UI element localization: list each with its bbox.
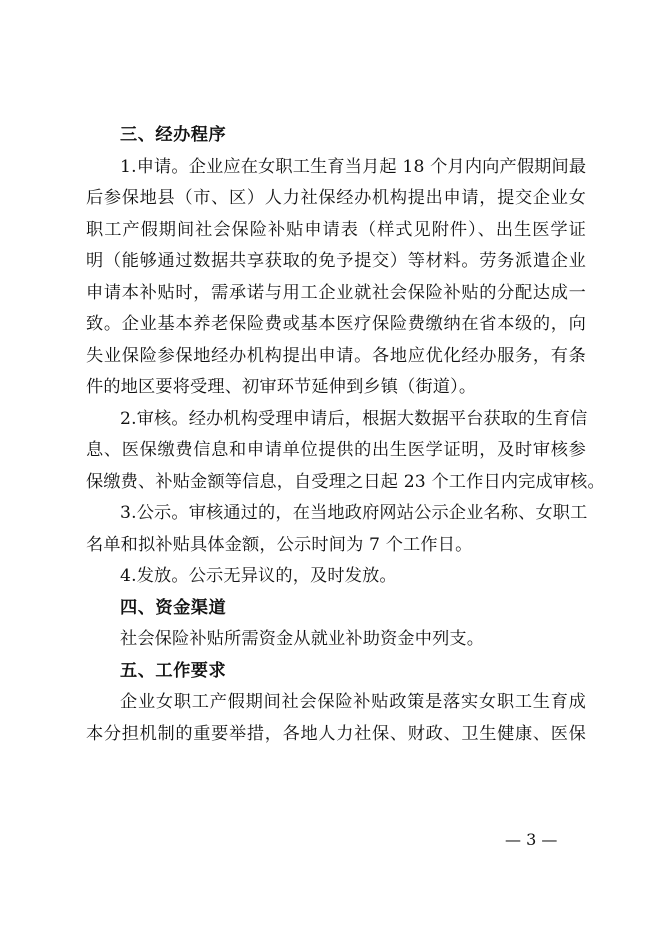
text-line: 1.申请。企业应在女职工生育当月起 18 个月内向产假期间最: [120, 156, 587, 177]
text-line: 件的地区要将受理、初审环节延伸到乡镇（街道）。: [86, 377, 477, 397]
paragraph-publicity: [86, 498, 586, 561]
text-line: 申请本补贴时，需承诺与用工企业就社会保险补贴的分配达成一: [86, 282, 586, 303]
paragraph-funding: [86, 624, 586, 656]
text-line: 4.发放。公示无异议的，及时发放。: [120, 566, 397, 586]
text-line: 社会保险补贴所需资金从就业补助资金中列支。: [120, 629, 485, 649]
paragraph-review: [86, 404, 605, 499]
page-number: — 3 —: [505, 830, 558, 849]
section-heading-requirements: 五、工作要求: [120, 660, 227, 681]
text-line: 2.审核。经办机构受理申请后，根据大数据平台获取的生育信: [120, 408, 588, 429]
paragraph-payment: [86, 561, 586, 593]
text-line: 明（能够通过数据共享获取的免予提交）等材料。劳务派遣企业: [86, 251, 586, 271]
paragraph-requirements: [86, 687, 586, 750]
section-heading-funding: 四、资金渠道: [120, 597, 227, 618]
text-line: 失业保险参保地经办机构提出申请。各地应优化经办服务，有条: [86, 345, 586, 366]
text-line: 本分担机制的重要举措，各地人力社保、财政、卫生健康、医保: [86, 723, 586, 744]
paragraph-application: [86, 152, 586, 404]
section-heading-procedure: 三、经办程序: [120, 125, 227, 145]
text-line: 致。企业基本养老保险费或基本医疗保险费缴纳在省本级的，向: [86, 314, 586, 334]
text-line: 3.公示。审核通过的，在当地政府网站公示企业名称、女职工: [120, 503, 588, 523]
text-line: 保缴费、补贴金额等信息，自受理之日起 23 个工作日内完成审核。: [86, 471, 605, 492]
text-line: 息、医保缴费信息和申请单位提供的出生医学证明，及时审核参: [86, 440, 586, 460]
text-line: 后参保地县（市、区）人力社保经办机构提出申请，提交企业女: [86, 188, 586, 208]
document-body: [86, 120, 605, 750]
text-line: 企业女职工产假期间社会保险补贴政策是落实女职工生育成: [120, 692, 586, 712]
text-line: 名单和拟补贴具体金额，公示时间为 7 个工作日。: [86, 534, 473, 555]
text-line: 职工产假期间社会保险补贴申请表（样式见附件）、出生医学证: [86, 219, 586, 240]
